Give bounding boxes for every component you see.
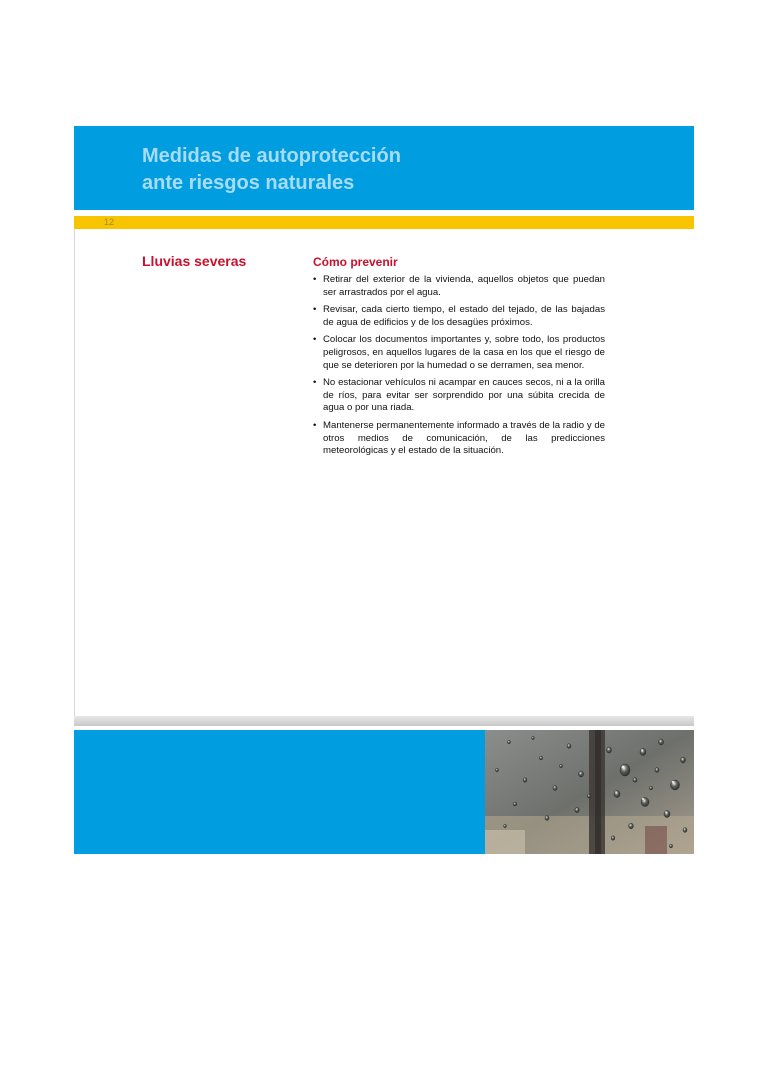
content-bottom-shadow (74, 716, 694, 726)
list-item-text: Colocar los documentos importantes y, sobre todo, los productos peligrosos, en aquellos lugares de la casa en los que el riesgo de que se deterioren por la humedad o se derramen, sea menor. (323, 334, 605, 371)
list-item (313, 420, 605, 458)
rain-drops-image (485, 730, 694, 854)
rain-window-photo (485, 730, 694, 854)
list-item-text: Mantenerse permanentemente informado a través de la radio y de otros medios de comunicación, de las predicciones meteorológicas y el estado de la situación. (323, 419, 605, 457)
list-item (313, 377, 605, 415)
list-item-text: Retirar del exterior de la vivienda, aquellos objetos que puedan ser arrastrados por el agua. (323, 274, 605, 298)
list-item (313, 334, 605, 372)
accent-bar (74, 216, 694, 229)
list-item-text: Revisar, cada cierto tiempo, el estado del tejado, de las bajadas de agua de edificios y de los desagües próximos. (323, 304, 605, 328)
bullet-icon: • (313, 304, 317, 316)
page-left-border (74, 229, 75, 719)
bullet-icon: • (313, 419, 317, 431)
page-number: 12 (104, 217, 115, 227)
section-title: Lluvias severas (142, 253, 247, 269)
section-subtitle: Cómo prevenir (313, 255, 398, 269)
document-page (74, 126, 694, 854)
list-item-text: No estacionar vehículos ni acampar en cauces secos, ni a la orilla de ríos, para evitar ser sorprendido por una súbita crecida de agua o por una riada. (323, 377, 605, 414)
page-title-line-1: Medidas de autoprotección (142, 145, 401, 167)
bullet-icon: • (313, 377, 317, 389)
header-banner (74, 126, 694, 210)
list-item (313, 274, 605, 299)
page-title (142, 143, 401, 197)
list-item (313, 304, 605, 329)
bullet-icon: • (313, 274, 317, 285)
page-title-line-2: ante riesgos naturales (142, 172, 355, 194)
bullet-icon: • (313, 334, 317, 346)
prevention-list (313, 274, 605, 463)
